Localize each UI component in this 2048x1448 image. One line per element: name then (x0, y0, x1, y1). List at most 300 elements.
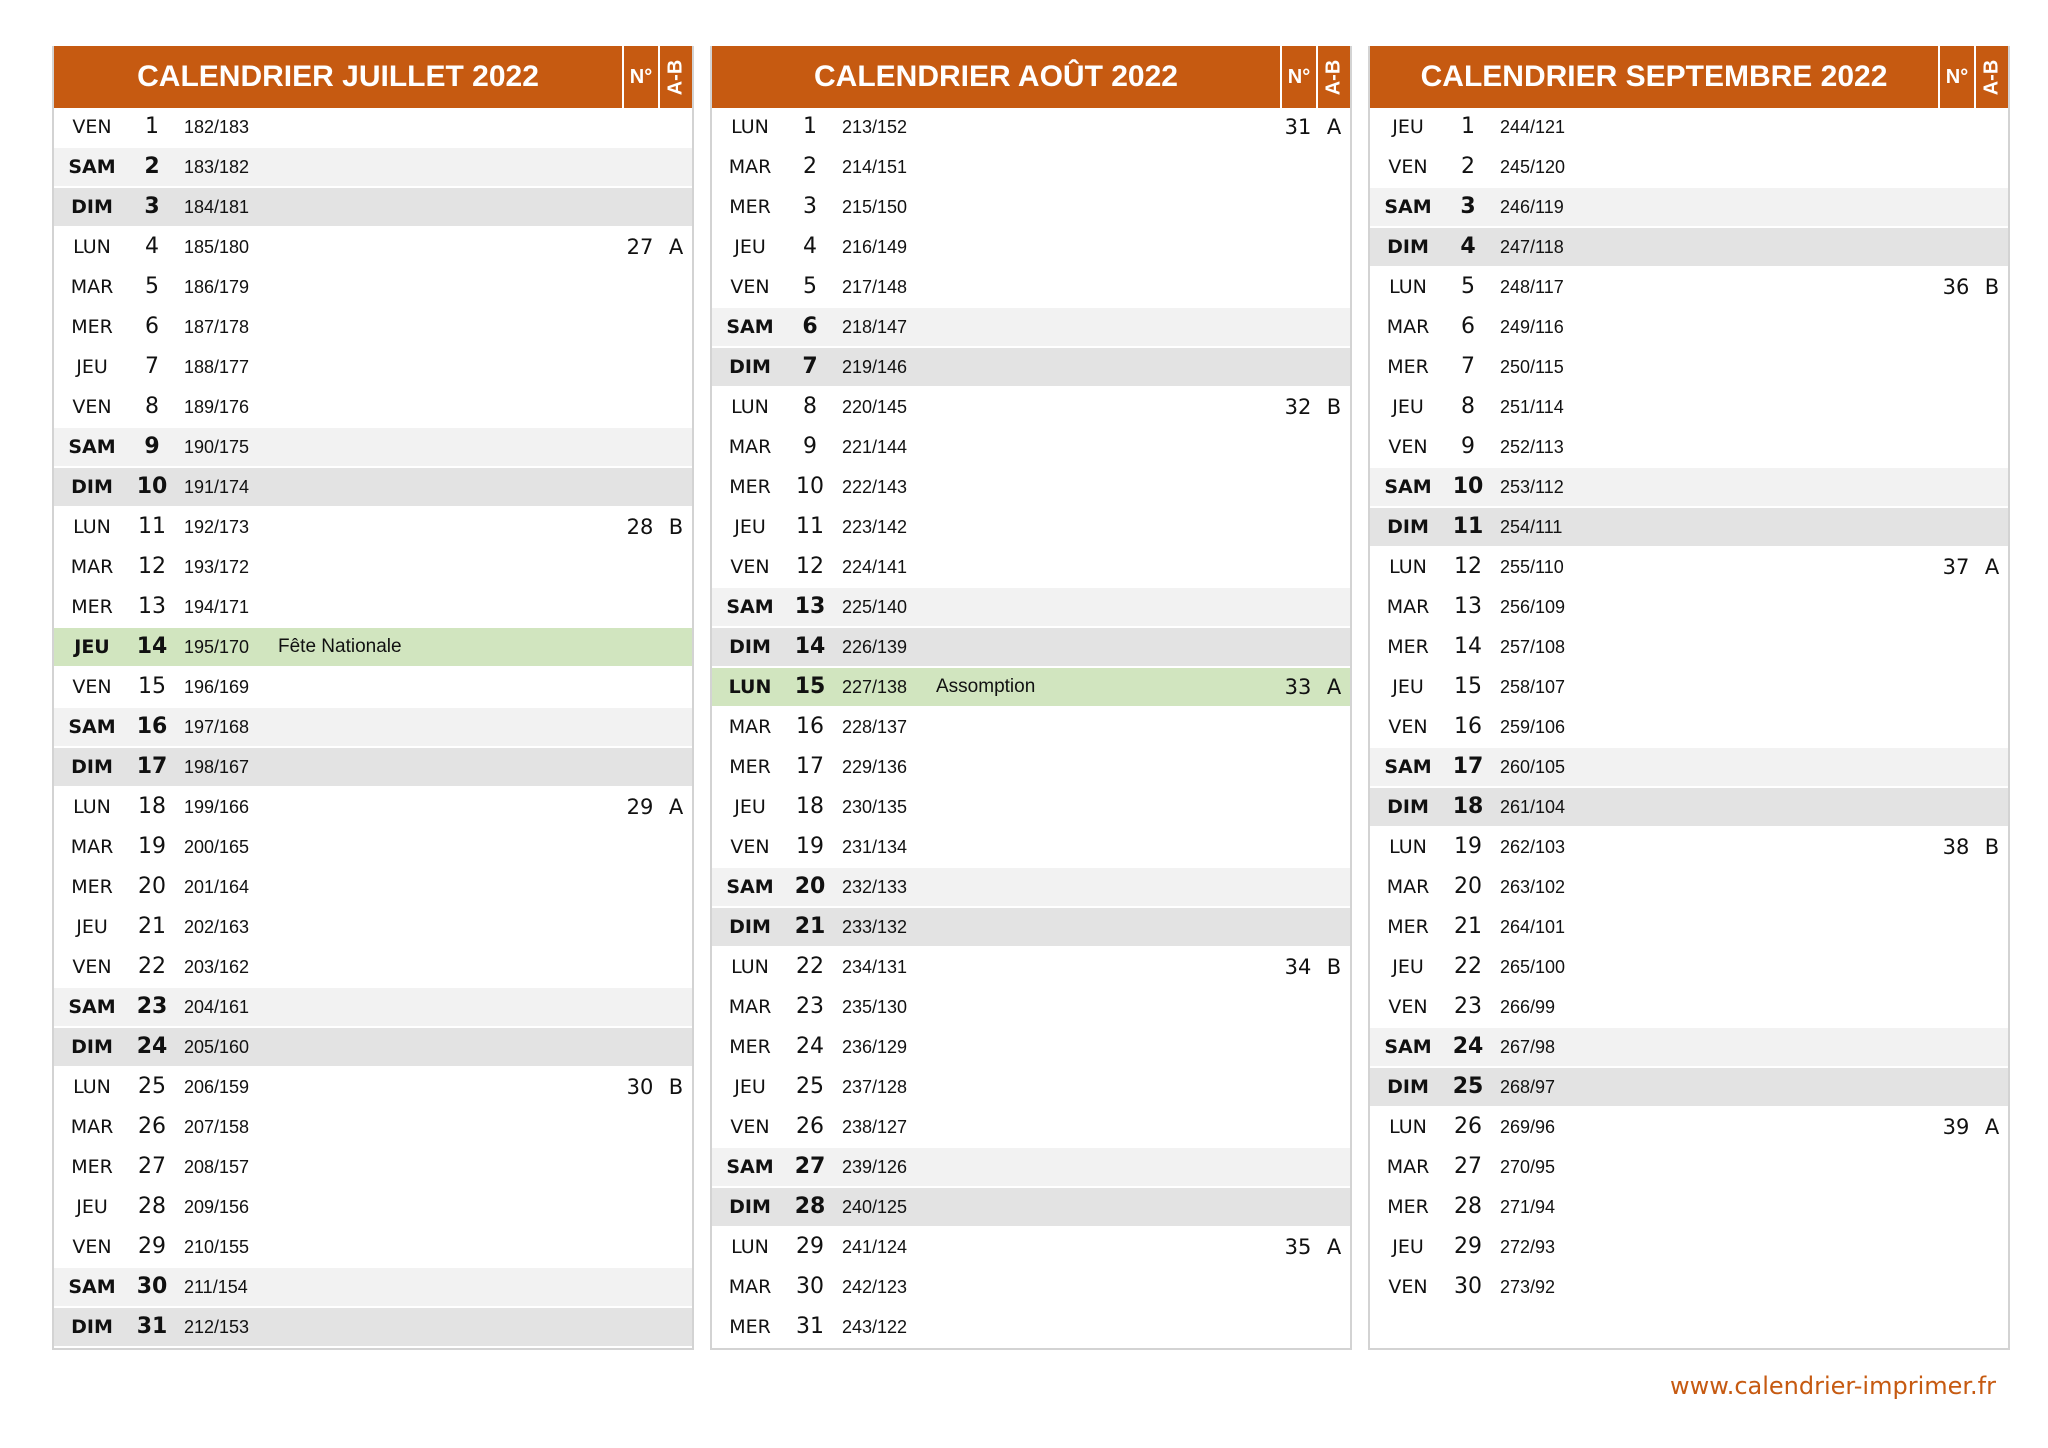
ab-week (1976, 908, 2008, 946)
week-number (1936, 1028, 1976, 1066)
day-of-year: 220/145 (842, 397, 908, 417)
week-number: 31 (1284, 115, 1312, 139)
ab-week (1976, 988, 2008, 1026)
weekday-label: LUN (731, 956, 769, 978)
day-row (54, 948, 692, 988)
day-number: 5 (803, 274, 817, 299)
ab-week (1318, 988, 1350, 1026)
day-row (1370, 108, 2008, 148)
day-of-year: 192/173 (184, 517, 250, 537)
day-of-year: 267/98 (1500, 1037, 1556, 1057)
day-number: 5 (1461, 274, 1475, 299)
month-header (1370, 46, 2008, 108)
week-number (1936, 1068, 1976, 1106)
week-number (1278, 188, 1318, 226)
day-of-year: 266/99 (1500, 997, 1556, 1017)
day-number: 7 (802, 354, 818, 379)
day-of-year: 219/146 (842, 357, 908, 377)
day-of-year: 186/179 (184, 277, 250, 297)
week-number (620, 988, 660, 1026)
day-of-year: 261/104 (1500, 797, 1566, 817)
week-number (1278, 748, 1318, 786)
weekday-label: SAM (726, 596, 774, 618)
week-number (620, 708, 660, 746)
day-row (1370, 1228, 2008, 1268)
ab-week-header: A-B (1322, 59, 1345, 95)
day-of-year: 208/157 (184, 1157, 250, 1177)
day-number: 16 (136, 714, 168, 739)
day-row (712, 988, 1350, 1028)
ab-week (1976, 1268, 2008, 1306)
day-row (712, 348, 1350, 388)
week-number (1936, 228, 1976, 266)
week-number (620, 828, 660, 866)
weekday-label: JEU (76, 1196, 108, 1218)
week-number (1936, 588, 1976, 626)
week-number: 38 (1942, 835, 1970, 859)
day-number: 9 (1461, 434, 1475, 459)
weekday-label: DIM (1387, 796, 1429, 818)
ab-week: A (1326, 115, 1342, 139)
weekday-label: DIM (71, 476, 113, 498)
day-of-year: 259/106 (1500, 717, 1566, 737)
day-row (54, 828, 692, 868)
day-row (54, 748, 692, 788)
weekday-label: VEN (730, 836, 770, 858)
day-of-year: 201/164 (184, 877, 250, 897)
ab-week (1318, 908, 1350, 946)
weekday-label: DIM (729, 916, 771, 938)
week-number (1936, 108, 1976, 146)
day-of-year: 200/165 (184, 837, 250, 857)
footer-website-link[interactable]: www.calendrier-imprimer.fr (1670, 1372, 1996, 1400)
day-row (1370, 268, 2008, 308)
day-row (1370, 1148, 2008, 1188)
day-of-year: 243/122 (842, 1317, 908, 1337)
weekday-label: VEN (1388, 156, 1428, 178)
day-row (712, 428, 1350, 468)
ab-week (1318, 148, 1350, 186)
day-of-year: 207/158 (184, 1117, 250, 1137)
weekday-label: DIM (1387, 1076, 1429, 1098)
day-row (1370, 748, 2008, 788)
day-row (712, 1308, 1350, 1348)
day-of-year: 256/109 (1500, 597, 1566, 617)
day-number: 17 (796, 754, 824, 779)
day-number: 2 (144, 154, 160, 179)
day-row (1370, 348, 2008, 388)
day-row (712, 548, 1350, 588)
day-row (712, 828, 1350, 868)
day-number: 8 (803, 394, 817, 419)
day-row (54, 108, 692, 148)
week-number (1278, 268, 1318, 306)
month-header (54, 46, 692, 108)
weekday-label: JEU (76, 916, 108, 938)
day-row (712, 188, 1350, 228)
weekday-label: LUN (731, 116, 769, 138)
ab-week (1318, 228, 1350, 266)
day-row (54, 148, 692, 188)
day-of-year: 257/108 (1500, 637, 1566, 657)
week-number (620, 548, 660, 586)
day-number: 14 (1454, 634, 1482, 659)
day-row (712, 668, 1350, 708)
day-number: 25 (1452, 1074, 1484, 1099)
ab-week (660, 1188, 692, 1226)
day-number: 7 (1461, 354, 1475, 379)
week-number (620, 628, 660, 666)
weekday-label: DIM (1387, 236, 1429, 258)
day-of-year: 216/149 (842, 237, 908, 257)
weekday-label: MER (1387, 636, 1429, 658)
ab-week: A (1326, 1235, 1342, 1259)
ab-week (660, 748, 692, 786)
day-number: 27 (1454, 1154, 1482, 1179)
weekday-label: JEU (1392, 396, 1424, 418)
day-row (54, 468, 692, 508)
ab-week (1976, 708, 2008, 746)
ab-week: A (1326, 675, 1342, 699)
day-of-year: 245/120 (1500, 157, 1566, 177)
day-number: 19 (138, 834, 166, 859)
day-number: 22 (796, 954, 824, 979)
month-table-august (710, 46, 1352, 1350)
week-number (620, 1268, 660, 1306)
week-number (1936, 348, 1976, 386)
day-number: 26 (1454, 1114, 1482, 1139)
day-number: 4 (1460, 234, 1476, 259)
ab-week (660, 948, 692, 986)
day-of-year: 273/92 (1500, 1277, 1556, 1297)
week-number (1278, 1148, 1318, 1186)
month-header (712, 46, 1350, 108)
day-row (1370, 908, 2008, 948)
day-row (54, 388, 692, 428)
ab-week (660, 1228, 692, 1266)
ab-week (1318, 708, 1350, 746)
day-row (1370, 948, 2008, 988)
week-number (1936, 748, 1976, 786)
week-number (1278, 1108, 1318, 1146)
ab-week (1976, 788, 2008, 826)
day-row (54, 668, 692, 708)
day-row (54, 428, 692, 468)
day-row (712, 1268, 1350, 1308)
day-number: 1 (1461, 114, 1475, 139)
day-row (712, 308, 1350, 348)
weekday-label: MER (71, 316, 113, 338)
day-of-year: 226/139 (842, 637, 908, 657)
week-number (620, 948, 660, 986)
day-row (712, 228, 1350, 268)
week-number: 30 (626, 1075, 654, 1099)
ab-week (660, 148, 692, 186)
week-number (1278, 1188, 1318, 1226)
week-number (1278, 508, 1318, 546)
day-of-year: 213/152 (842, 117, 908, 137)
week-number (1278, 868, 1318, 906)
week-number (620, 468, 660, 506)
weekday-label: MER (1387, 356, 1429, 378)
day-of-year: 231/134 (842, 837, 908, 857)
ab-week (1318, 268, 1350, 306)
weekday-label: JEU (76, 356, 108, 378)
weekday-label: VEN (730, 276, 770, 298)
day-number: 21 (138, 914, 166, 939)
ab-week (1318, 1028, 1350, 1066)
ab-week (1976, 1028, 2008, 1066)
day-row (1370, 868, 2008, 908)
day-number: 13 (1454, 594, 1482, 619)
day-of-year: 202/163 (184, 917, 250, 937)
empty-row (1370, 1308, 2008, 1348)
week-number (620, 1188, 660, 1226)
weekday-label: MER (729, 1316, 771, 1338)
day-of-year: 206/159 (184, 1077, 250, 1097)
weekday-label: MER (729, 196, 771, 218)
week-number (620, 668, 660, 706)
day-of-year: 271/94 (1500, 1197, 1556, 1217)
day-number: 24 (796, 1034, 824, 1059)
day-of-year: 251/114 (1500, 397, 1564, 417)
week-number: 32 (1284, 395, 1312, 419)
weekday-label: VEN (1388, 436, 1428, 458)
ab-week (1976, 668, 2008, 706)
weekday-label: DIM (729, 636, 771, 658)
weekday-label: MER (1387, 916, 1429, 938)
weekday-label: MAR (728, 996, 772, 1018)
day-of-year: 211/154 (184, 1277, 248, 1297)
month-table-july (52, 46, 694, 1350)
day-of-year: 252/113 (1500, 437, 1564, 457)
day-number: 23 (136, 994, 168, 1019)
ab-week (1976, 428, 2008, 466)
day-of-year: 238/127 (842, 1117, 908, 1137)
weekday-label: VEN (72, 956, 112, 978)
ab-week: B (1326, 395, 1342, 419)
day-row (712, 388, 1350, 428)
week-number (1936, 188, 1976, 226)
ab-week (1976, 388, 2008, 426)
weekday-label: VEN (1388, 996, 1428, 1018)
week-number (1936, 788, 1976, 826)
day-of-year: 240/125 (842, 1197, 908, 1217)
day-of-year: 193/172 (184, 557, 250, 577)
day-rows (54, 108, 692, 1348)
weekday-label: SAM (68, 996, 116, 1018)
day-row (54, 1228, 692, 1268)
weekday-label: DIM (71, 196, 113, 218)
weekday-label: DIM (729, 1196, 771, 1218)
ab-week (1318, 548, 1350, 586)
weekday-label: MAR (728, 436, 772, 458)
day-row (54, 1308, 692, 1348)
day-of-year: 247/118 (1500, 237, 1564, 257)
week-number (1278, 828, 1318, 866)
week-number: 39 (1942, 1115, 1970, 1139)
day-row (54, 588, 692, 628)
day-of-year: 264/101 (1500, 917, 1566, 937)
week-number (620, 748, 660, 786)
week-number (1936, 1188, 1976, 1226)
week-number (1278, 708, 1318, 746)
day-number: 22 (1454, 954, 1482, 979)
day-number: 12 (1454, 554, 1482, 579)
weekday-label: LUN (73, 516, 111, 538)
week-number (1936, 1148, 1976, 1186)
day-row (1370, 1188, 2008, 1228)
day-row (712, 1108, 1350, 1148)
day-row (1370, 428, 2008, 468)
week-number (620, 188, 660, 226)
day-number: 3 (803, 194, 817, 219)
weekday-label: JEU (734, 1076, 766, 1098)
day-row (54, 788, 692, 828)
day-number: 16 (1454, 714, 1482, 739)
week-number (1936, 988, 1976, 1026)
weekday-label: SAM (726, 1156, 774, 1178)
ab-week (1976, 108, 2008, 146)
weekday-label: DIM (71, 1316, 113, 1338)
weekday-label: MAR (1386, 876, 1430, 898)
weekday-label: LUN (73, 796, 111, 818)
ab-week (1318, 1268, 1350, 1306)
ab-week (1318, 1108, 1350, 1146)
ab-week (660, 548, 692, 586)
day-number: 10 (796, 474, 824, 499)
day-number: 1 (803, 114, 817, 139)
week-number (620, 308, 660, 346)
day-of-year: 236/129 (842, 1037, 908, 1057)
day-of-year: 185/180 (184, 237, 250, 257)
day-number: 8 (1461, 394, 1475, 419)
day-row (1370, 708, 2008, 748)
weekday-label: SAM (68, 436, 116, 458)
ab-week (1318, 588, 1350, 626)
day-row (1370, 588, 2008, 628)
day-row (1370, 188, 2008, 228)
day-number: 12 (796, 554, 824, 579)
day-of-year: 187/178 (184, 317, 250, 337)
week-number (1278, 428, 1318, 466)
weekday-label: MER (71, 596, 113, 618)
week-number: 36 (1942, 275, 1970, 299)
ab-week: B (1984, 835, 2000, 859)
day-of-year: 268/97 (1500, 1077, 1556, 1097)
day-of-year: 194/171 (184, 597, 250, 617)
weekday-label: SAM (68, 156, 116, 178)
week-number (1278, 348, 1318, 386)
day-row (1370, 1028, 2008, 1068)
weekday-label: LUN (73, 236, 111, 258)
weekday-label: LUN (731, 1236, 769, 1258)
weekday-label: LUN (728, 676, 772, 698)
ab-week (1976, 228, 2008, 266)
week-number: 37 (1942, 555, 1970, 579)
weekday-label: JEU (734, 516, 766, 538)
day-row (54, 1108, 692, 1148)
day-row (1370, 228, 2008, 268)
day-number: 11 (1452, 514, 1484, 539)
week-number (1936, 868, 1976, 906)
weekday-label: VEN (1388, 716, 1428, 738)
ab-week (660, 628, 692, 666)
day-row (54, 628, 692, 668)
month-title: CALENDRIER SEPTEMBRE 2022 (1420, 60, 1888, 93)
ab-week (1318, 1188, 1350, 1226)
day-of-year: 197/168 (184, 717, 250, 737)
day-number: 8 (145, 394, 159, 419)
weekday-label: LUN (1389, 1116, 1427, 1138)
day-of-year: 228/137 (842, 717, 908, 737)
day-number: 29 (138, 1234, 166, 1259)
day-number: 31 (796, 1314, 824, 1339)
day-number: 24 (1452, 1034, 1484, 1059)
ab-week: A (1984, 555, 2000, 579)
day-of-year: 189/176 (184, 397, 250, 417)
ab-week (1976, 1188, 2008, 1226)
week-number (1936, 628, 1976, 666)
day-of-year: 209/156 (184, 1197, 250, 1217)
day-row (712, 268, 1350, 308)
day-number: 28 (794, 1194, 826, 1219)
week-number (1278, 548, 1318, 586)
day-number: 28 (1454, 1194, 1482, 1219)
day-number: 16 (796, 714, 824, 739)
day-of-year: 239/126 (842, 1157, 908, 1177)
day-number: 19 (796, 834, 824, 859)
week-number (1936, 1228, 1976, 1266)
week-number (1936, 308, 1976, 346)
week-number (1278, 908, 1318, 946)
day-of-year: 183/182 (184, 157, 250, 177)
ab-week (1318, 508, 1350, 546)
day-of-year: 272/93 (1500, 1237, 1556, 1257)
day-of-year: 253/112 (1500, 477, 1564, 497)
weekday-label: VEN (72, 676, 112, 698)
day-row (712, 708, 1350, 748)
week-number: 35 (1284, 1235, 1312, 1259)
ab-week (1318, 428, 1350, 466)
day-number: 29 (1454, 1234, 1482, 1259)
weekday-label: MAR (728, 1276, 772, 1298)
week-number (1936, 388, 1976, 426)
ab-week: B (668, 515, 684, 539)
day-of-year: 260/105 (1500, 757, 1566, 777)
day-row (712, 468, 1350, 508)
weekday-label: MAR (1386, 316, 1430, 338)
day-row (54, 1188, 692, 1228)
day-number: 17 (1452, 754, 1484, 779)
day-number: 10 (1452, 474, 1484, 499)
weekday-label: SAM (1384, 476, 1432, 498)
day-number: 3 (144, 194, 160, 219)
week-number (1278, 1028, 1318, 1066)
ab-week (1318, 1308, 1350, 1346)
day-of-year: 270/95 (1500, 1157, 1556, 1177)
ab-week (1976, 748, 2008, 786)
weekday-label: MER (729, 756, 771, 778)
day-row (712, 1028, 1350, 1068)
month-title: CALENDRIER AOÛT 2022 (814, 60, 1178, 93)
day-row (1370, 1268, 2008, 1308)
weekday-label: LUN (1389, 556, 1427, 578)
day-row (54, 508, 692, 548)
day-row (54, 1148, 692, 1188)
ab-week: A (1984, 1115, 2000, 1139)
ab-week (1976, 508, 2008, 546)
